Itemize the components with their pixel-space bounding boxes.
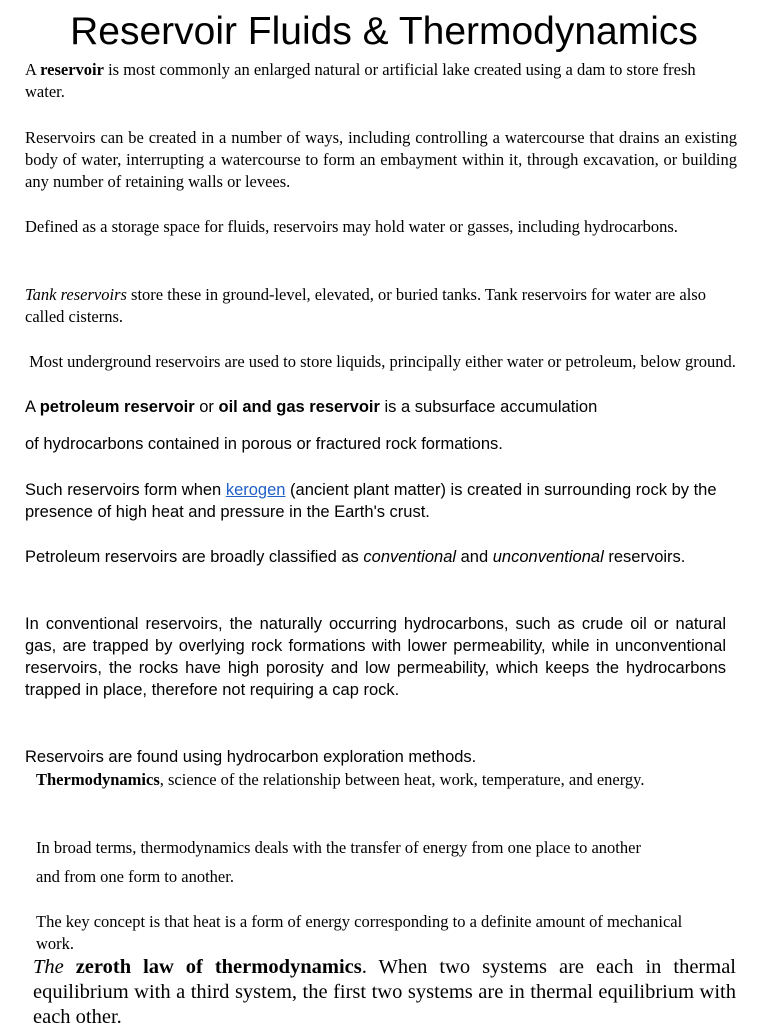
energy-transfer-line-2: and from one form to another. xyxy=(36,867,234,886)
petroleum-definition-continued: of hydrocarbons contained in porous or fractured rock formations. xyxy=(25,435,503,453)
text-a: A xyxy=(25,60,41,79)
classification-paragraph xyxy=(25,546,725,568)
classification-end: reservoirs. xyxy=(603,548,686,566)
page-title: Reservoir Fluids & Thermodynamics xyxy=(70,10,698,53)
conventional-unconventional-paragraph: In conventional reservoirs, the naturally occurring hydrocarbons, such as crude oil or natural gas, are trapped by overlying rock formations with lower permeability, while in unconventional reservoirs, the rocks have high porosity and low permeability, which keeps the hydrocarbons trapped in place, therefore not requiring a cap rock. xyxy=(25,615,726,699)
term-tank-reservoirs: Tank reservoirs xyxy=(25,285,127,304)
term-thermodynamics: Thermodynamics xyxy=(36,770,160,789)
kerogen-link[interactable]: kerogen xyxy=(225,481,286,499)
text-and: and xyxy=(456,548,493,566)
term-conventional: conventional xyxy=(363,548,457,566)
term-petroleum-reservoir: petroleum reservoir xyxy=(39,398,195,416)
energy-transfer-line-1: In broad terms, thermodynamics deals with the transfer of energy from one place to another xyxy=(36,838,641,857)
term-reservoir: reservoir xyxy=(40,60,104,79)
zeroth-law-rest: . When two systems are each in thermal equilibrium with a third system, the first two systems are in thermal equilibrium with each other. xyxy=(33,956,736,1028)
tank-reservoir-paragraph xyxy=(25,284,725,328)
text-or: or xyxy=(194,398,219,416)
heat-work-paragraph: The key concept is that heat is a form of energy corresponding to a definite amount of mechanical work. xyxy=(36,912,683,953)
term-oil-gas-reservoir: oil and gas reservoir xyxy=(218,398,380,416)
term-unconventional: unconventional xyxy=(492,548,604,566)
underground-reservoir-paragraph: Most underground reservoirs are used to store liquids, principally either water or petroleum, below ground. xyxy=(25,352,736,371)
kerogen-paragraph-end: (ancient plant matter) is created in surrounding rock by the presence of high heat and pressure in the Earth's crust. xyxy=(25,481,717,521)
tank-reservoir-rest: store these in ground-level, elevated, or buried tanks. Tank reservoirs for water are also called cisterns. xyxy=(25,285,706,326)
thermodynamics-definition-rest: , science of the relationship between heat, work, temperature, and energy. xyxy=(159,770,645,789)
text-the: The xyxy=(33,956,64,978)
reservoir-definition xyxy=(25,59,725,103)
petroleum-definition-rest: is a subsurface accumulation xyxy=(379,398,598,416)
text-a: A xyxy=(25,398,40,416)
reservoir-definition-rest: is most commonly an enlarged natural or artificial lake created using a dam to store fresh water. xyxy=(25,60,696,101)
reservoir-storage-paragraph: Defined as a storage space for fluids, reservoirs may hold water or gasses, including hydrocarbons. xyxy=(25,217,678,236)
term-zeroth-law: zeroth law of thermodynamics xyxy=(63,956,362,978)
thermodynamics-definition xyxy=(36,769,716,791)
kerogen-paragraph xyxy=(25,479,725,523)
petroleum-reservoir-definition xyxy=(25,396,745,418)
zeroth-law-paragraph xyxy=(33,955,736,1030)
kerogen-paragraph-start: Such reservoirs form when xyxy=(25,481,226,499)
reservoir-creation-paragraph: Reservoirs can be created in a number of ways, including controlling a watercourse that drains an existing body of water, interrupting a watercourse to form an embayment within it, through excavation, or building any number of retaining walls or levees. xyxy=(25,128,737,191)
exploration-paragraph: Reservoirs are found using hydrocarbon exploration methods. xyxy=(25,748,477,766)
classification-start: Petroleum reservoirs are broadly classified as xyxy=(25,548,364,566)
